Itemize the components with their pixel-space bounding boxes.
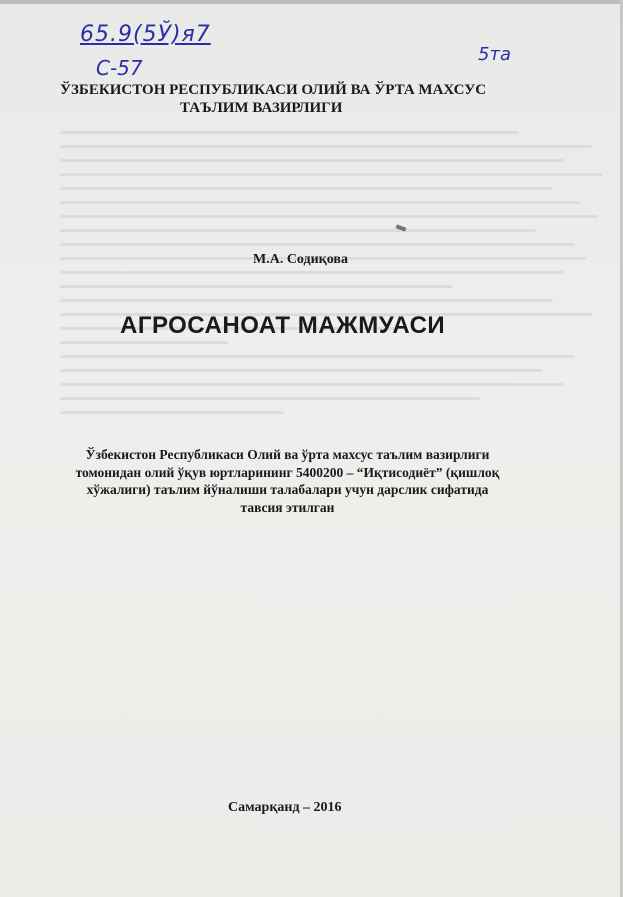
scan-edge-top: [0, 0, 623, 4]
ministry-heading-line1: ЎЗБЕКИСТОН РЕСПУБЛИКАСИ ОЛИЙ ВА ЎРТА МАХСУС: [60, 82, 487, 98]
approval-line: хўжалиги) таълим йўналиши талабалари учун дарслик сифатида: [86, 482, 489, 497]
approval-line: Ўзбекистон Республикаси Олий ва ўрта махсус таълим вазирлиги: [85, 447, 490, 462]
handwritten-author-mark: С-57: [96, 56, 143, 80]
ministry-heading-line2: ТАЪЛИМ ВАЗИРЛИГИ: [180, 100, 343, 116]
handwritten-classification-code: 65.9(5Ў)я7: [80, 22, 211, 47]
place-and-year: Самарқанд – 2016: [228, 800, 342, 815]
approval-line: томонидан олий ўқув юртларининг 5400200 – “Иқтисодиёт” (қишлоқ: [75, 464, 500, 480]
approval-statement: [15, 446, 560, 516]
author-name: М.А. Содиқова: [253, 252, 348, 267]
approval-line: тавсия этилган: [240, 499, 335, 515]
book-title: АГРОСАНОАТ МАЖМУАСИ: [120, 312, 446, 339]
handwritten-copies-note: 5та: [478, 44, 511, 65]
bleed-through-texture: [60, 120, 620, 600]
